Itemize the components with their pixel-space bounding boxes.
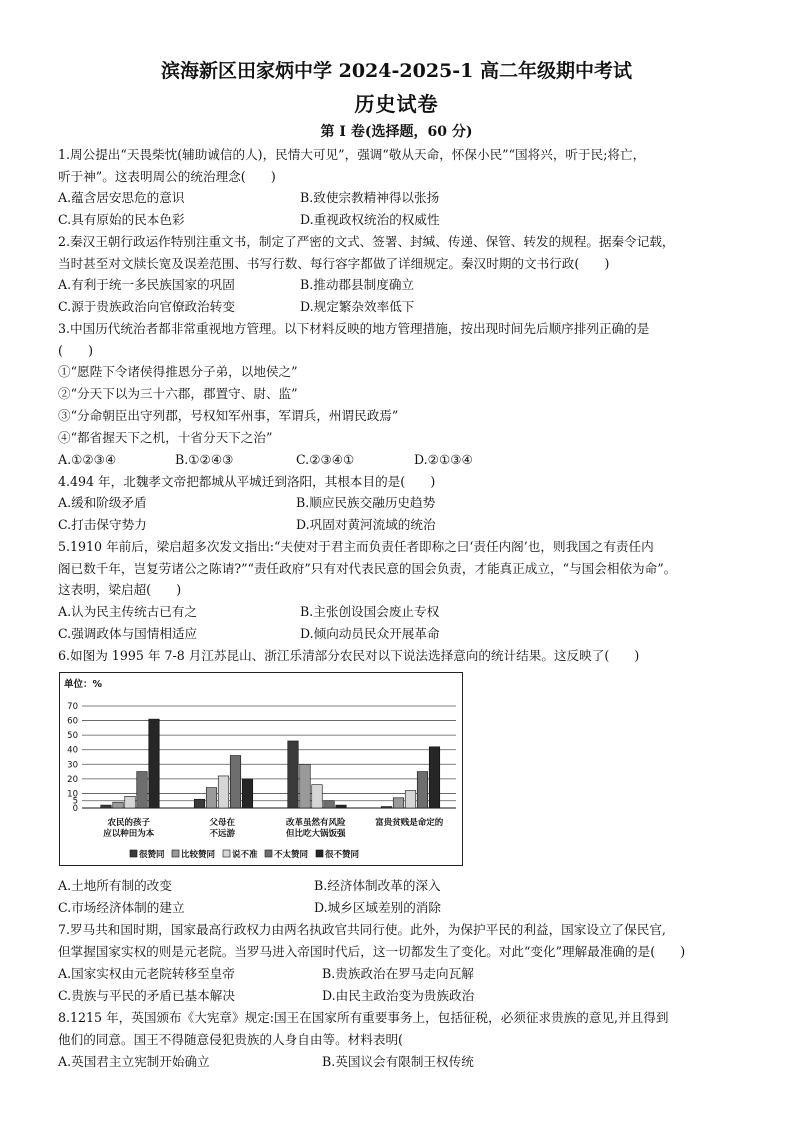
chart-bar bbox=[405, 791, 416, 808]
q1-option-c: C.具有原始的民本色彩 bbox=[58, 212, 185, 227]
q1-option-d: D.重视政权统治的权威性 bbox=[300, 212, 440, 227]
q2-stem-line-2: 当时甚至对文牍长宽及误差范围、书写行数、每行容字都做了详细规定。秦汉时期的文书行政( ) bbox=[58, 256, 610, 271]
q7-stem-line-1: 7.罗马共和国时期，国家最高行政权力由两名执政官共同行使。此外，为保护平民的利益，国家设立了保民官, bbox=[58, 922, 666, 937]
q5-stem-line-1: 5.1910 年前后，梁启超多次发文指出:“夫使对于君主而负责任者即称之曰‘责任内阁’也，则我国之有责任内 bbox=[58, 539, 654, 554]
q2-option-b: B.推动郡县制度确立 bbox=[300, 277, 415, 292]
q3-option-c: C.②③④① bbox=[296, 452, 355, 467]
chart-legend-label: 很赞同 bbox=[139, 850, 165, 860]
chart-bar bbox=[324, 801, 335, 808]
q5-option-a: A.认为民主传统古已有之 bbox=[58, 604, 198, 619]
q8-option-b: B.英国议会有限制王权传统 bbox=[322, 1054, 474, 1069]
chart-svg bbox=[60, 673, 462, 865]
q4-option-d: D.巩固对黄河流域的统治 bbox=[296, 517, 436, 532]
survey-bar-chart bbox=[59, 672, 463, 866]
chart-y-tick-label: 0 bbox=[72, 804, 78, 814]
chart-bar bbox=[417, 772, 428, 808]
q1-option-b: B.致使宗教精神得以张扬 bbox=[300, 190, 440, 205]
chart-bar bbox=[137, 772, 148, 808]
chart-legend-label: 不太赞同 bbox=[274, 850, 309, 860]
q3-material-4: ④“都省握天下之机，十省分天下之治” bbox=[58, 430, 273, 445]
q5-stem-line-2: 阁已数千年，岂复劳诸公之陈请?”“责任政府”只有对代表民意的国会负责，才能真正成立，“与国会相依为命”。 bbox=[58, 561, 677, 576]
chart-bar bbox=[125, 796, 136, 808]
q3-option-b: B.①②④③ bbox=[175, 452, 234, 467]
chart-bar bbox=[206, 788, 217, 808]
q2-option-c: C.源于贵族政治向官僚政治转变 bbox=[58, 299, 235, 314]
q1-stem-line-2: 听于神”。这表明周公的统治理念( ) bbox=[58, 169, 276, 184]
q8-stem-line-1: 8.1215 年，英国颁布《大宪章》规定:国王在国家所有重要事务上，包括征税，必须征求贵族的意见,并且得到 bbox=[58, 1010, 669, 1025]
q4-option-b: B.顺应民族交融历史趋势 bbox=[296, 495, 436, 510]
q2-stem-line-1: 2.秦汉王朝行政运作特别注重文书，制定了严密的文式、签署、封缄、传递、保管、转发的规程。据秦令记载， bbox=[58, 234, 675, 249]
chart-bar bbox=[300, 764, 311, 808]
q3-stem-line-1: 3.中国历代统治者都非常重视地方管理。以下材料反映的地方管理措施，按出现时间先后顺序排列正确的是 bbox=[58, 321, 650, 336]
q3-stem-line-2: ( ) bbox=[58, 343, 94, 358]
chart-y-tick-label: 70 bbox=[67, 702, 78, 712]
q8-option-a: A.英国君主立宪制开始确立 bbox=[58, 1054, 210, 1069]
chart-category-label: 富贵贫贱是命定的 bbox=[375, 818, 444, 828]
q8-stem-line-2: 他们的同意。国王不得随意侵犯贵族的人身自由等。材料表明( bbox=[58, 1032, 403, 1047]
chart-bar bbox=[381, 807, 392, 808]
chart-bar bbox=[113, 802, 124, 808]
chart-category-label: 但比吃大锅饭强 bbox=[285, 829, 346, 839]
chart-bar bbox=[149, 719, 160, 808]
chart-y-tick-label: 5 bbox=[72, 796, 78, 807]
chart-legend-label: 很不赞同 bbox=[325, 850, 360, 860]
chart-y-tick-label: 30 bbox=[67, 760, 78, 771]
exam-title: 滨海新区田家炳中学 2024-2025-1 高二年级期中考试 bbox=[161, 60, 632, 82]
q3-material-3: ③“分命朝臣出守列郡，号权知军州事，军谓兵，州谓民政焉” bbox=[58, 408, 399, 423]
chart-bar bbox=[429, 747, 440, 808]
q1-stem-line-1: 1.周公提出“天畏柴忱(辅助诚信的人)，民情大可见”，强调“敬从天命，怀保小民”“国将兴，听于民;将亡， bbox=[58, 147, 646, 162]
q3-material-2: ②“分天下以为三十六郡，郡置守、尉、监” bbox=[58, 386, 298, 401]
chart-bar bbox=[218, 776, 229, 808]
q6-stem-line-1: 6.如图为 1995 年 7-8 月江苏昆山、浙江乐清部分农民对以下说法选择意向的统计结果。这反映了( ) bbox=[58, 648, 640, 663]
q7-option-b: B.贵族政治在罗马走向瓦解 bbox=[322, 966, 474, 981]
chart-bar bbox=[393, 798, 404, 808]
chart-bar bbox=[288, 741, 299, 808]
chart-legend-swatch bbox=[223, 850, 230, 857]
chart-y-tick-label: 60 bbox=[67, 716, 78, 727]
chart-legend-swatch bbox=[316, 850, 323, 857]
q3-option-d: D.②①③④ bbox=[414, 452, 473, 467]
chart-bar bbox=[336, 805, 347, 808]
chart-category-label: 应以种田为本 bbox=[103, 829, 155, 839]
q6-option-a: A.土地所有制的改变 bbox=[58, 878, 172, 893]
chart-legend-swatch bbox=[130, 850, 137, 857]
q4-option-c: C.打击保守势力 bbox=[58, 517, 147, 532]
chart-legend-label: 比较赞同 bbox=[181, 850, 216, 860]
chart-y-tick-label: 40 bbox=[67, 745, 78, 756]
chart-bar bbox=[230, 756, 241, 808]
q3-material-1: ①“愿陛下令诸侯得推恩分子弟，以地侯之” bbox=[58, 364, 298, 379]
exam-subtitle: 历史试卷 bbox=[354, 92, 439, 116]
chart-category-label: 改革虽然有风险 bbox=[285, 818, 346, 828]
q7-stem-line-2: 但掌握国家实权的则是元老院。当罗马进入帝国时代后，这一切都发生了变化。对此“变化”理解最准确的是( ) bbox=[58, 944, 686, 959]
q5-stem-line-3: 这表明，梁启超( ) bbox=[58, 582, 182, 597]
section-heading: 第 I 卷(选择题，60 分) bbox=[320, 124, 473, 140]
q6-option-c: C.市场经济体制的建立 bbox=[58, 900, 185, 915]
chart-y-tick-label: 50 bbox=[67, 731, 78, 742]
q2-option-a: A.有利于统一多民族国家的巩固 bbox=[58, 277, 235, 292]
chart-y-tick-label: 10 bbox=[67, 789, 78, 800]
chart-bar bbox=[312, 785, 323, 808]
chart-y-tick-label: 20 bbox=[67, 774, 78, 785]
q5-option-d: D.倾向动员民众开展革命 bbox=[300, 626, 440, 641]
chart-category-label: 农民的孩子 bbox=[107, 818, 151, 828]
chart-unit-label: 单位：% bbox=[64, 679, 103, 690]
chart-bar bbox=[194, 799, 205, 808]
q7-option-c: C.贵族与平民的矛盾已基本解决 bbox=[58, 988, 235, 1003]
chart-category-label: 父母在 bbox=[209, 818, 236, 828]
q5-option-c: C.强调政体与国情相适应 bbox=[58, 626, 198, 641]
chart-bar bbox=[242, 779, 253, 808]
chart-legend-label: 说不准 bbox=[232, 850, 258, 860]
chart-category-label: 不远游 bbox=[209, 829, 236, 839]
q1-option-a: A.蕴含居安思危的意识 bbox=[58, 190, 185, 205]
chart-legend-swatch bbox=[172, 850, 179, 857]
q5-option-b: B.主张创设国会废止专权 bbox=[300, 604, 440, 619]
q6-option-d: D.城乡区域差别的消除 bbox=[314, 900, 441, 915]
q4-stem-line-1: 4.494 年，北魏孝文帝把都城从平城迁到洛阳，其根本目的是( ) bbox=[58, 474, 436, 489]
q3-option-a: A.①②③④ bbox=[58, 452, 117, 467]
q2-option-d: D.规定繁杂效率低下 bbox=[300, 299, 415, 314]
q6-option-b: B.经济体制改革的深入 bbox=[314, 878, 441, 893]
q7-option-d: D.由民主政治变为贵族政治 bbox=[322, 988, 475, 1003]
chart-legend-swatch bbox=[265, 850, 272, 857]
q4-option-a: A.缓和阶级矛盾 bbox=[58, 495, 147, 510]
q7-option-a: A.国家实权由元老院转移至皇帝 bbox=[58, 966, 235, 981]
chart-bar bbox=[101, 805, 112, 808]
